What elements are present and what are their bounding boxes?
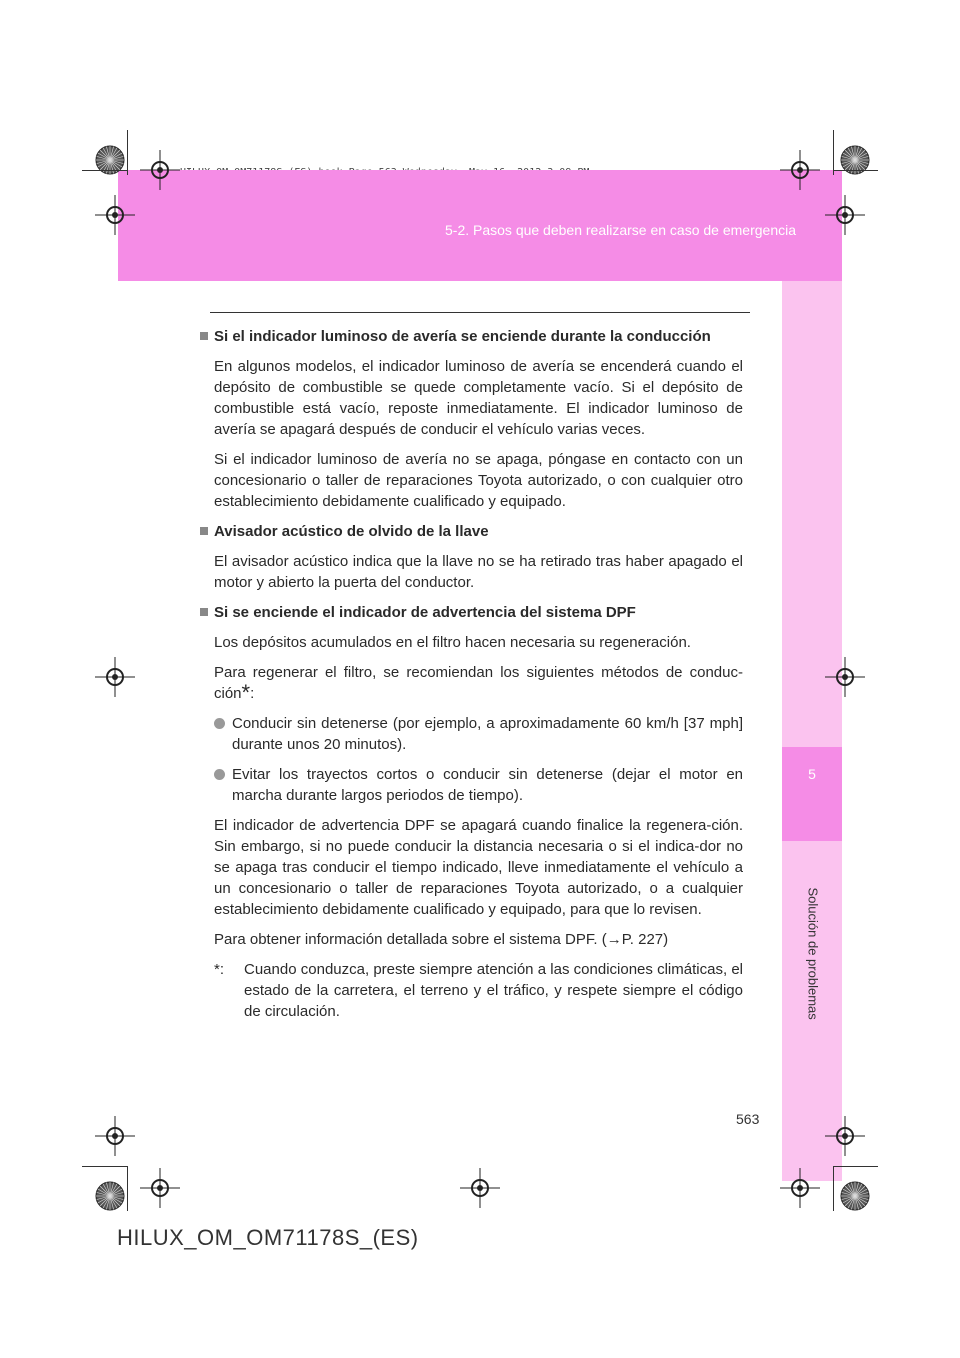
paragraph: El avisador acústico indica que la llave no se ha retirado tras haber apagado el motor y abierto la puerta del conductor. (214, 553, 743, 591)
crosshair-mark-icon (825, 195, 865, 235)
paragraph: El indicador de advertencia DPF se apagará cuando finalice la regenera-ción. Sin embargo, si no puede conducir la distancia necesaria o si el indica-dor no se apaga tras conducir el tiempo indicado, lleve inmediatamente el vehículo a un concesionario o taller de reparaciones Toyota autorizado, o a cualquier establecimiento debidamente cualificado y equipado, para que lo revisen. (214, 817, 743, 918)
trim-line (833, 1166, 878, 1167)
crosshair-mark-icon (95, 1116, 135, 1156)
paragraph: Los depósitos acumulados en el filtro hacen necesaria su regeneración. (214, 634, 691, 651)
crosshair-mark-icon (780, 150, 820, 190)
trim-line (127, 1166, 128, 1211)
main-content (214, 326, 743, 1022)
crosshair-mark-icon (825, 657, 865, 697)
square-bullet-icon (200, 527, 208, 535)
paragraph: Para obtener información detallada sobre el sistema DPF. (→P. 227) (214, 931, 669, 948)
footer-code: HILUX_OM_OM71178S_(ES) (117, 1225, 419, 1250)
circle-bullet-icon (214, 718, 225, 729)
trim-line (82, 1166, 127, 1167)
trim-line (82, 170, 127, 171)
footnote (214, 959, 743, 1022)
paragraph: Si el indicador luminoso de avería no se apaga, póngase en contacto con un concesionario o taller de reparaciones Toyota autorizado, o con cualquier otro establecimiento debidamente cualificado y equipado. (214, 451, 743, 510)
top-rule (210, 312, 750, 313)
crosshair-mark-icon (95, 657, 135, 697)
crosshair-mark-icon (140, 150, 180, 190)
section-header-title: 5-2. Pasos que deben realizarse en caso de emergencia (445, 222, 796, 238)
footnote-mark: *: (214, 961, 225, 978)
circle-bullet-icon (214, 769, 225, 780)
side-tab (782, 281, 842, 1181)
section-heading: Si el indicador luminoso de avería se enciende durante la conducción (200, 326, 743, 347)
star-target-icon (90, 1176, 130, 1216)
side-chapter-label: Solución de problemas (805, 887, 821, 1020)
star-target-icon (90, 140, 130, 180)
square-bullet-icon (200, 332, 208, 340)
side-chapter-number: 5 (808, 766, 816, 782)
section-heading: Avisador acústico de olvido de la llave (200, 521, 743, 542)
star-target-icon (835, 1176, 875, 1216)
trim-line (833, 170, 878, 171)
trim-line (127, 130, 128, 175)
trim-line (833, 1166, 834, 1211)
bullet-item: Evitar los trayectos cortos o conducir sin detenerse (dejar el motor en marcha durante largos periodos de tiempo). (214, 764, 743, 806)
section-heading: Si se enciende el indicador de advertencia del sistema DPF (200, 602, 743, 623)
crosshair-mark-icon (780, 1168, 820, 1208)
trim-line (833, 130, 834, 175)
bullet-item: Conducir sin detenerse (por ejemplo, a aproximadamente 60 km/h [37 mph] durante unos 20 minutos). (214, 713, 743, 755)
square-bullet-icon (200, 608, 208, 616)
footnote-text: Cuando conduzca, preste siempre atención a las condiciones climáticas, el estado de la carretera, el terreno y el tráfico, y respete siempre el código de circulación. (244, 961, 743, 1020)
crosshair-mark-icon (460, 1168, 500, 1208)
page-number: 563 (736, 1111, 760, 1127)
crosshair-mark-icon (95, 195, 135, 235)
crosshair-mark-icon (140, 1168, 180, 1208)
paragraph: Para regenerar el filtro, se recomiendan los siguientes métodos de conduc-ción*: (214, 664, 743, 705)
paragraph: En algunos modelos, el indicador luminoso de avería se encenderá cuando el depósito de combustible se quede completamente vacío. Si el depósito de combustible está vacío, reposte inmediatamente. El indicador luminoso de avería se apagará después de conducir el vehículo varias veces. (214, 358, 743, 438)
crosshair-mark-icon (825, 1116, 865, 1156)
side-chapter-box (782, 747, 842, 841)
star-target-icon (835, 140, 875, 180)
